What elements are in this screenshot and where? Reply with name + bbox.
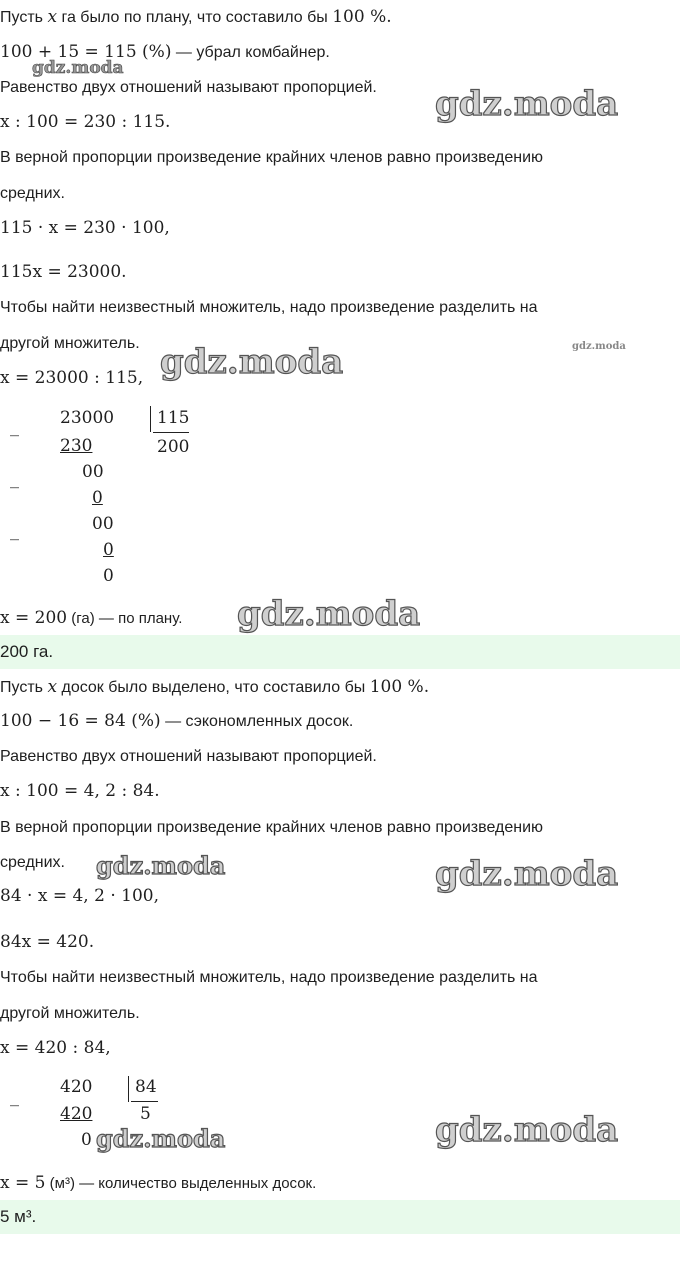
watermark-logo: gdz.moda	[96, 851, 226, 880]
quotient: 200	[157, 437, 190, 457]
watermark-logo: gdz.moda	[572, 341, 626, 352]
s2-line-5: В верной пропорции произведение крайних членов равно произведению	[0, 819, 543, 836]
s2-line-10: другой множитель.	[0, 1005, 140, 1022]
watermark-logo: gdz.moda	[32, 58, 124, 78]
s2-line-12: x = 5 (м³) — количество выделенных досок.	[0, 1173, 317, 1193]
s2-answer: 5 м³.	[0, 1200, 680, 1234]
quotient-line	[153, 432, 189, 433]
s2-line-2: 100 − 16 = 84 (%) — сэкономленных досок.	[0, 711, 354, 731]
s1-line-3: Равенство двух отношений называют пропорцией.	[0, 79, 377, 96]
s1-line-10: другой множитель.	[0, 335, 140, 352]
s1-line-11: x = 23000 : 115,	[0, 368, 144, 388]
subtrahend: 0	[92, 488, 103, 508]
quotient: 5	[140, 1104, 151, 1124]
s1-line-7: 115 · x = 230 · 100,	[0, 218, 170, 238]
dividend: 420	[60, 1077, 93, 1097]
final-remainder: 0	[81, 1130, 92, 1150]
s1-line-1: Пусть x га было по плану, что составило бы 100 %.	[0, 7, 392, 27]
divisor: 115	[157, 408, 190, 428]
s2-line-3: Равенство двух отношений называют пропорцией.	[0, 748, 377, 765]
subtrahend: 230	[60, 436, 93, 456]
s2-line-1: Пусть x досок было выделено, что составило бы 100 %.	[0, 677, 430, 697]
s1-line-8: 115x = 23000.	[0, 262, 127, 282]
s1-answer: 200 га.	[0, 635, 680, 669]
s2-line-7: 84 · x = 4, 2 · 100,	[0, 886, 159, 906]
final-remainder: 0	[103, 566, 114, 586]
watermark-logo: gdz.moda	[435, 1110, 619, 1150]
s1-line-5: В верной пропорции произведение крайних членов равно произведению	[0, 149, 543, 166]
watermark-logo: gdz.moda	[96, 1124, 226, 1153]
division-bar	[128, 1076, 129, 1102]
minus-sign: _	[10, 416, 19, 437]
s2-line-9: Чтобы найти неизвестный множитель, надо произведение разделить на	[0, 969, 538, 986]
s1-line-12: x = 200 (га) — по плану.	[0, 608, 183, 628]
subtrahend: 420	[60, 1104, 93, 1124]
s2-line-11: x = 420 : 84,	[0, 1038, 111, 1058]
s2-line-8: 84x = 420.	[0, 932, 95, 952]
s1-line-2: 100 + 15 = 115 (%) — убрал комбайнер.	[0, 42, 330, 62]
watermark-logo: gdz.moda	[237, 594, 421, 634]
minus-sign: _	[10, 1086, 19, 1107]
remainder: 00	[82, 462, 104, 482]
s1-line-4: x : 100 = 230 : 115.	[0, 112, 171, 132]
watermark-logo: gdz.moda	[160, 342, 344, 382]
minus-sign: _	[10, 520, 19, 541]
subtrahend: 0	[103, 540, 114, 560]
divisor: 84	[135, 1077, 157, 1097]
watermark-logo: gdz.moda	[435, 854, 619, 894]
remainder: 00	[92, 514, 114, 534]
s1-line-9: Чтобы найти неизвестный множитель, надо произведение разделить на	[0, 299, 538, 316]
quotient-line	[131, 1101, 158, 1102]
watermark-logo: gdz.moda	[435, 84, 619, 124]
dividend: 23000	[60, 408, 115, 428]
division-bar	[150, 406, 151, 432]
minus-sign: _	[10, 468, 19, 489]
s1-line-6: средних.	[0, 185, 65, 202]
s2-line-4: x : 100 = 4, 2 : 84.	[0, 781, 160, 801]
s2-line-6: средних.	[0, 854, 65, 871]
